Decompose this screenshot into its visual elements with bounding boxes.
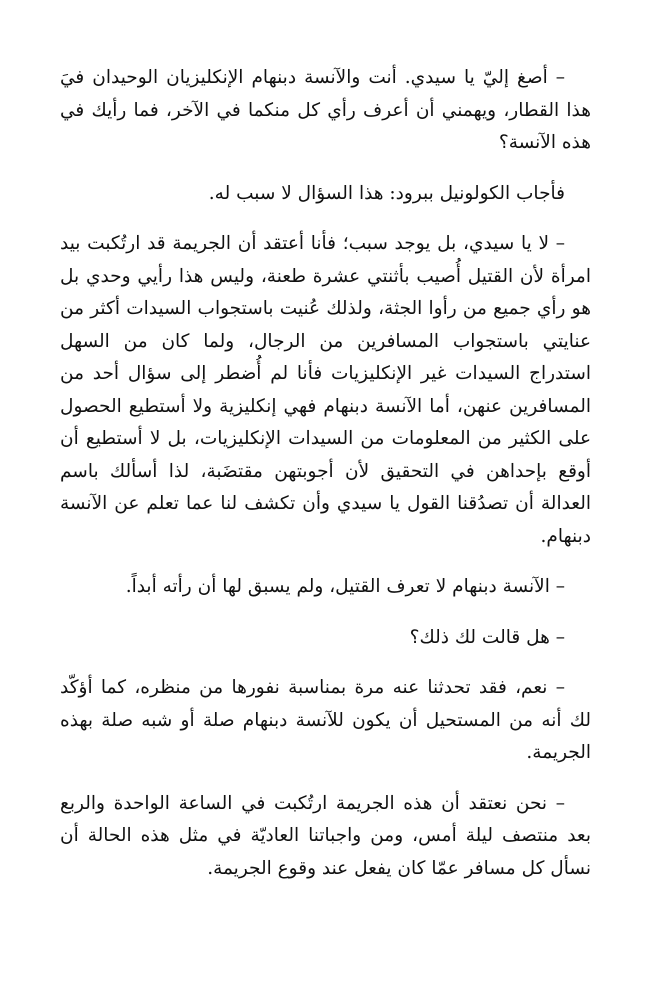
- paragraph-3: – لا يا سيدي، بل يوجد سبب؛ فأنا أعتقد أن الجريمة قد ارتُكبت بيد امرأة لأن القتيل أُصيب بأثنتي عشرة طعنة، وليس هذا رأيي وحدي بل هو رأي جميع من رأوا الجثة، ولذلك عُنيت باستجواب السيدات أكثر من عنايتي باستجواب المسافرين من الرجال، ولما كان من السهل استدراج السيدات غير الإنكليزيات فأنا لم أُضطر إلى سؤال أحد من المسافرين عنهن، أما الآنسة دبنهام فهي إنكليزية ولا أستطيع الحصول على الكثير من المعلومات من السيدات الإنكليزيات، بل لا أستطيع أن أوقع بإحداهن في التحقيق لأن أجوبتهن مقتضَبة، لذا أسألك باسم العدالة أن تصدُقنا القول يا سيدي وأن تكشف لنا عما تعلم عن الآنسة دبنهام.: [60, 233, 591, 547]
- paragraph-5: – هل قالت لك ذلك؟: [409, 626, 565, 648]
- paragraph-6: – نعم، فقد تحدثنا عنه مرة بمناسبة نفورها من منظره، كما أؤكّد لك أنه من المستحيل أن يكون للآنسة دبنهام صلة أو شبه صلة بهذه الجريمة.: [60, 677, 591, 763]
- paragraph-1: – أصغ إليّ يا سيدي. أنت والآنسة دبنهام الإنكليزيان الوحيدان فيَ هذا القطار، ويهمني أن أعرف رأي كل منكما في الآخر، فما رأيك في هذه الآنسة؟: [60, 67, 591, 153]
- paragraph-2: فأجاب الكولونيل ببرود: هذا السؤال لا سبب له.: [208, 182, 565, 204]
- paragraph-7: – نحن نعتقد أن هذه الجريمة ارتُكبت في الساعة الواحدة والربع بعد منتصف ليلة أمس، ومن واجباتنا العاديّة في مثل هذه الحالة أن نسأل كل مسافر عمّا كان يفعل عند وقوع الجريمة.: [60, 792, 591, 879]
- paragraph-4: – الآنسة دبنهام لا تعرف القتيل، ولم يسبق لها أن رأته أبداً.: [125, 576, 565, 597]
